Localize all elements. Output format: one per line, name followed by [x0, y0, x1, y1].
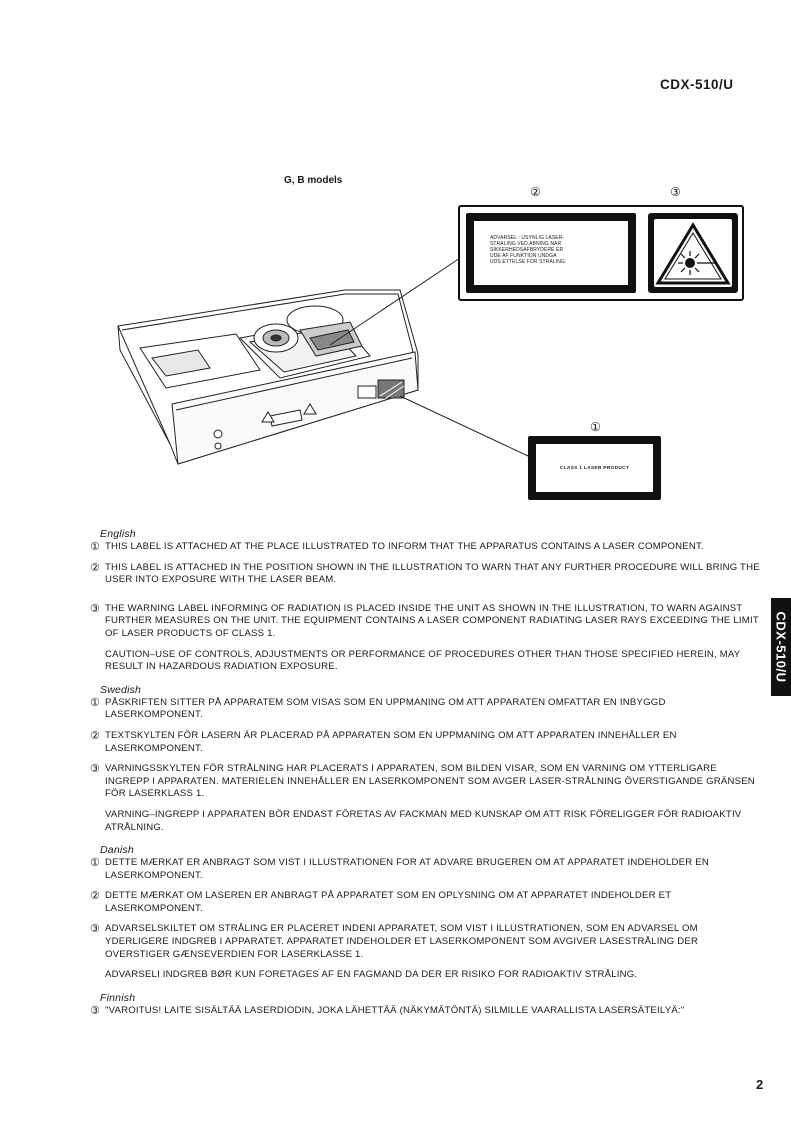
item-text: PÅSKRIFTEN SITTER PÅ APPARATEM SOM VISAS SOM EN UPPMANING OM ATT APPARATEN OMFATTAR EN INBYGGD LASERKOMPONENT.: [105, 696, 666, 721]
list-item: [90, 890, 760, 915]
class1-label-text: CLASS 1 LASER PRODUCT: [536, 444, 653, 492]
item-number: ③: [90, 763, 101, 776]
variant-heading: G, B models: [284, 175, 343, 186]
item-text: THIS LABEL IS ATTACHED AT THE PLACE ILLUSTRATED TO INFORM THAT THE APPARATUS CONTAINS A LASER COMPONENT.: [105, 541, 704, 552]
side-tab-label: CDX-510/U: [773, 611, 789, 683]
item-number: ②: [90, 561, 101, 574]
item-number: ①: [90, 696, 101, 709]
item-text: VARNINGSSKYLTEN FÖR STRÅLNING HAR PLACERATS I APPARATEN, SOM BILDEN VISAR, SOM EN VARNING OM YTTERLIGARE INGREPP I APPARATEN. MATERIELEN INNEHÅLLER EN LASERKOMPONENT SOM AVGER LASER-STRÅLNING ÖVERSTIGANDE GRÄNSEN FÖR LASERKLASS 1.: [105, 763, 755, 800]
list-item: [90, 730, 760, 755]
language-title: Swedish: [100, 683, 142, 696]
laser-hazard-label-3: [648, 213, 738, 293]
list-item: [90, 923, 760, 961]
section-swedish: [90, 684, 760, 834]
callout-label-2: ②: [530, 185, 541, 199]
item-text: ADVARSELSKILTET OM STRÅLING ER PLACERET INDENI APPARATET, SOM VIST I ILLUSTRATIONEN, SOM EN ADVARSEL OM YDERLIGERE INDGREB I APPARATET. APPARATET INDEHOLDER ET LASERKOMPONENT SOM AVGIVER LASESTRÅLING DER OVERSTIGER GÆNSEVERDIEN FOR LASERKLASSE 1.: [105, 923, 699, 960]
page-number: 2: [756, 1077, 764, 1092]
multilingual-warnings: [90, 528, 760, 1027]
list-item: [90, 763, 760, 801]
section-danish: [90, 844, 760, 982]
item-text: TEXTSKYLTEN FÖR LASERN ÄR PLACERAD PÅ APPARATEN SOM EN UPPMANING OM ATT APPARATEN INNEHÅLLER EN LASERKOMPONENT.: [105, 729, 677, 754]
language-title: Danish: [100, 844, 134, 857]
item-number: ①: [90, 541, 101, 553]
caution-note: ADVARSELI INDGREB BØR KUN FORETAGES AF EN FAGMAND DA DER ER RISIKO FOR RADIOAKTIV STRÅLING.: [105, 969, 638, 981]
list-item: [90, 857, 760, 882]
side-thumb-tab: [771, 598, 791, 696]
item-number: ①: [90, 857, 101, 870]
item-text: DETTE MÆRKAT OM LASEREN ER ANBRAGT PÅ APPARATET SOM EN OPLYSNING OM AT APPARATET INDEHOLDER ET LASERKOMPONENT.: [105, 890, 672, 914]
item-text: DETTE MÆRKAT ER ANBRAGT SOM VIST I ILLUSTRATIONEN FOR AT ADVARE BRUGEREN OM AT APPARATET INDEHOLDER EN LASERKOMPONENT.: [105, 857, 709, 881]
item-text: "VAROITUS! LAITE SISÄLTÄÄ LASERDIODIN, JOKA LÄHETTÄÄ (NÄKYMÄTÖNTÄ) SILMILLE VAARALLISTA LASERSÄTEILYÄ:": [105, 1004, 685, 1016]
item-number: ③: [90, 1004, 101, 1017]
item-text: THE WARNING LABEL INFORMING OF RADIATION IS PLACED INSIDE THE UNIT AS SHOWN IN THE ILLUSTRATION, TO WARN AGAINST FURTHER MEASURES ON THE UNIT. THE EQUIPMENT CONTAINS A LASER COMPONENT RADIATING LASER RAYS EXCEEDING THE LIMIT OF LASER PRODUCTS OF CLASS 1.: [105, 602, 759, 639]
callout-label-1: ①: [590, 420, 601, 434]
item-number: ②: [90, 729, 101, 742]
list-item: [90, 562, 760, 587]
caution-note: CAUTION–USE OF CONTROLS, ADJUSTMENTS OR PERFORMANCE OF PROCEDURES OTHER THAN THOSE SPECIFIED HEREIN, MAY RESULT IN HAZARDOUS RADIATION EXPOSURE.: [105, 648, 741, 673]
label-2-text: ADVARSEL : USYNLIG LASER- STRALING VED ABNING NAR SIKKERHEDSAFBRYDERE ER UDE AF FUNKTION UNDGA UDS ETTELSE FOR STRALING.: [474, 221, 628, 285]
class1-laser-label: [528, 436, 661, 500]
model-code: CDX-510/U: [660, 77, 734, 92]
list-item: [90, 541, 760, 554]
callout-label-3: ③: [670, 185, 681, 199]
label-2-panel: [466, 213, 636, 293]
section-english: [90, 528, 760, 674]
language-title: English: [100, 528, 136, 540]
list-item: [90, 1005, 760, 1018]
item-number: ③: [90, 923, 101, 936]
warning-label-2-3: [458, 205, 744, 301]
item-number: ②: [90, 890, 101, 903]
language-title: Finnish: [100, 991, 136, 1004]
section-finnish: [90, 992, 760, 1018]
list-item: [90, 603, 760, 641]
item-text: THIS LABEL IS ATTACHED IN THE POSITION SHOWN IN THE ILLUSTRATION TO WARN THAT ANY FURTHER PROCEDURE WILL BRING THE USER INTO EXPOSURE WITH THE LASER BEAM.: [105, 561, 760, 586]
list-item: [90, 697, 760, 722]
item-number: ③: [90, 602, 101, 615]
caution-note: VARNING–INGREPP I APPARATEN BÖR ENDAST FÖRETAS AV FACKMAN MED KUNSKAP OM ATT RISK FÖRELIGGER FÖR RADIOAKTIV ATRÅLNING.: [105, 808, 742, 833]
